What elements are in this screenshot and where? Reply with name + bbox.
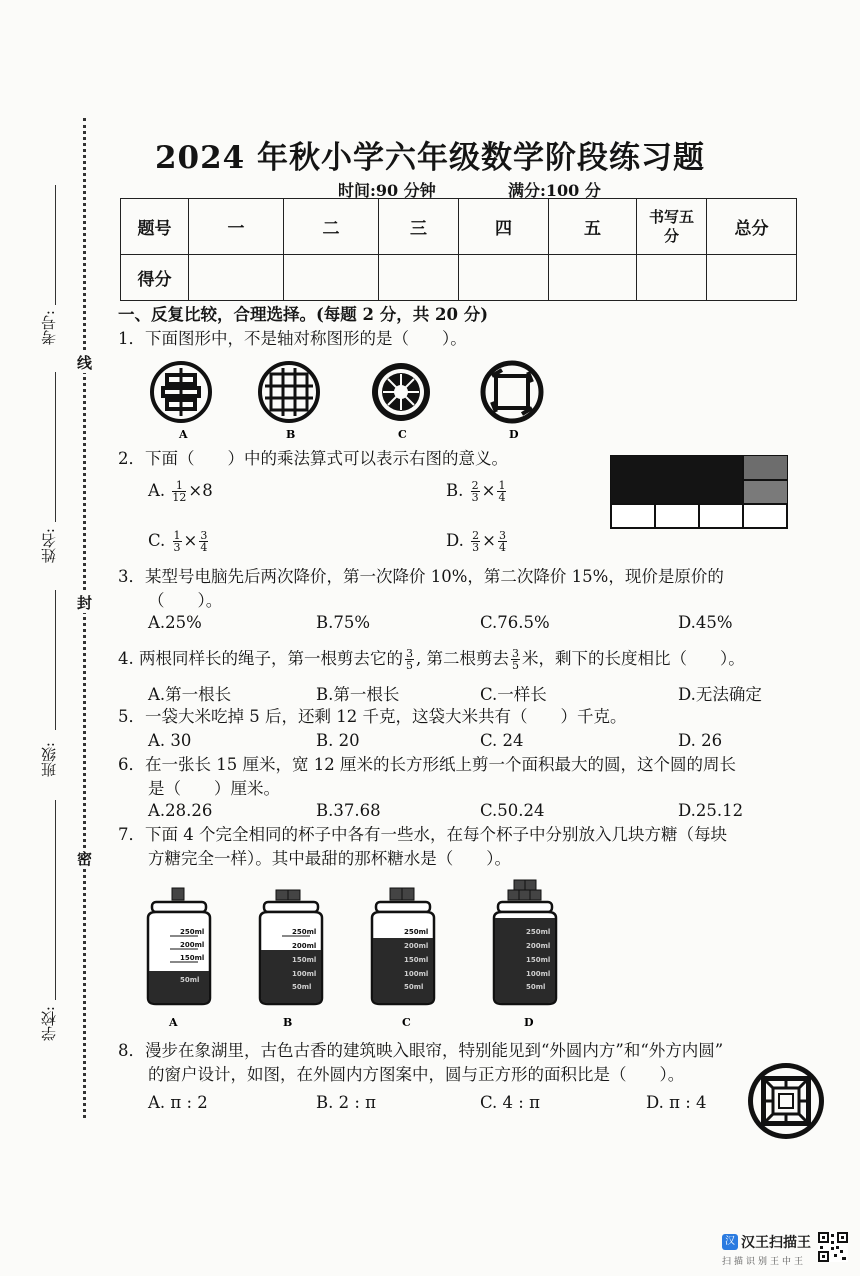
svg-text:50ml: 50ml (292, 983, 312, 991)
svg-text:150ml: 150ml (404, 956, 429, 964)
svg-text:150ml: 150ml (180, 954, 205, 962)
xingming-label: 姓名: (40, 528, 58, 564)
table-header: 总分 (707, 199, 797, 255)
q6-option-b[interactable]: B.37.68 (316, 801, 381, 820)
fraction: $\frac{1}{3}$ (173, 529, 181, 554)
q2-option-b[interactable]: B. $\frac{2}{3}$ × $\frac{1}{4}$ (446, 479, 506, 504)
option-letter: D. (446, 531, 464, 550)
question-3-line1: 3．某型号电脑先后两次降价，第一次降价 10%，第二次降价 15%，现价是原价的 (118, 567, 724, 586)
fraction: $\frac{3}{4}$ (200, 529, 208, 554)
fraction: $\frac{2}{3}$ (472, 529, 480, 554)
q6-option-d[interactable]: D.25.12 (678, 801, 744, 820)
scanner-logo-icon: 汉 (722, 1234, 738, 1250)
q4-option-a[interactable]: A.第一根长 (148, 685, 232, 704)
q3-option-c[interactable]: C.76.5% (480, 613, 550, 632)
seal-mi: 密 (77, 850, 93, 868)
q5-option-b[interactable]: B. 20 (316, 731, 360, 750)
score-cell[interactable] (637, 255, 707, 301)
question-6-line2: 是（ ）厘米。 (148, 779, 280, 798)
score-cell[interactable] (379, 255, 459, 301)
q1-figures (150, 360, 550, 442)
q4-option-c[interactable]: C.一样长 (480, 685, 547, 704)
option-letter: A. (148, 481, 166, 500)
option-letter: C. (148, 531, 166, 550)
table-header: 题号 (121, 199, 189, 255)
svg-text:250ml: 250ml (180, 928, 205, 936)
q8-option-a[interactable]: A. π : 2 (148, 1093, 208, 1112)
q8-option-d[interactable]: D. π : 4 (646, 1093, 707, 1112)
q5-option-d[interactable]: D. 26 (678, 731, 723, 750)
table-row-label: 得分 (121, 255, 189, 301)
full-score: 满分:100 分 (508, 181, 601, 200)
q7-letter-c: C (402, 1016, 411, 1029)
score-cell[interactable] (707, 255, 797, 301)
q4-option-b[interactable]: B.第一根长 (316, 685, 400, 704)
banji-label: 班级: (40, 742, 58, 778)
score-cell[interactable] (459, 255, 549, 301)
table-header: 四 (459, 199, 549, 255)
question-6-line1: 6．在一张长 15 厘米，宽 12 厘米的长方形纸上剪一个面积最大的圆，这个圆的周长 (118, 755, 736, 774)
table-header: 五 (549, 199, 637, 255)
q6-option-c[interactable]: C.50.24 (480, 801, 545, 820)
seal-xian: 线 (77, 354, 93, 372)
q2-option-c[interactable]: C. $\frac{1}{3}$ × $\frac{3}{4}$ (148, 529, 208, 554)
svg-text:50ml: 50ml (180, 976, 200, 984)
svg-text:250ml: 250ml (404, 928, 429, 936)
pattern-b-icon (260, 363, 318, 421)
window-pattern-icon (745, 1060, 827, 1142)
option-letter: B. (446, 481, 464, 500)
q1-letter-d: D (509, 428, 519, 441)
table-header: 二 (284, 199, 379, 255)
q1-letter-c: C (398, 428, 407, 441)
svg-text:150ml: 150ml (526, 956, 551, 964)
question-7-line2: 方糖完全一样）。其中最甜的那杯糖水是（ ）。 (148, 849, 511, 868)
q4-option-d[interactable]: D.无法确定 (678, 685, 762, 704)
q7-letter-b: B (283, 1016, 293, 1029)
kaohao-label: 考号: (40, 310, 58, 346)
q3-option-a[interactable]: A.25% (148, 613, 202, 632)
xuexiao-label: 学校: (40, 1006, 58, 1042)
fraction: $\frac{1}{4}$ (498, 479, 506, 504)
fraction: $\frac{3}{5}$ (406, 647, 413, 672)
table-header: 书写五分 (637, 199, 707, 255)
xuexiao-line (55, 800, 56, 1000)
q7-letter-d: D (524, 1016, 534, 1029)
svg-text:200ml: 200ml (526, 942, 551, 950)
question-1: 1．下面图形中，不是轴对称图形的是（ ）。 (118, 329, 467, 348)
question-8-line2: 的窗户设计，如图，在外圆内方图案中，圆与正方形的面积比是（ ）。 (148, 1065, 685, 1084)
svg-text:50ml: 50ml (404, 983, 424, 991)
q5-option-a[interactable]: A. 30 (148, 731, 192, 750)
svg-text:100ml: 100ml (526, 970, 551, 978)
pattern-c-icon (372, 363, 430, 421)
score-cell[interactable] (284, 255, 379, 301)
pattern-d-icon (483, 363, 541, 421)
q3-option-b[interactable]: B.75% (316, 613, 371, 632)
q5-option-c[interactable]: C. 24 (480, 731, 524, 750)
q8-option-c[interactable]: C. 4 : π (480, 1093, 540, 1112)
svg-text:250ml: 250ml (526, 928, 551, 936)
brand-name: 汉王扫描王 (741, 1235, 811, 1251)
fraction: $\frac{2}{3}$ (471, 479, 479, 504)
svg-text:150ml: 150ml (292, 956, 317, 964)
scanner-watermark (722, 1232, 811, 1267)
q2-option-a[interactable]: A. $\frac{1}{12}$ ×8 (148, 479, 213, 504)
binding-dotted-line (83, 118, 86, 1118)
fraction: $\frac{3}{4}$ (498, 529, 506, 554)
brand-tagline: 扫描识别王中王 (722, 1257, 807, 1267)
xingming-line (55, 372, 56, 522)
svg-text:200ml: 200ml (404, 942, 429, 950)
svg-text:200ml: 200ml (292, 942, 317, 950)
svg-text:200ml: 200ml (180, 941, 205, 949)
kaohao-line (55, 185, 56, 305)
q7-letter-a: A (169, 1016, 178, 1029)
q8-option-b[interactable]: B. 2 : π (316, 1093, 377, 1112)
question-4: 4. 两根同样长的绳子，第一根剪去它的 $\frac{3}{5}$ , 第二根剪去 $\frac{3}{5}$ 米，剩下的长度相比（ ）。 (118, 647, 745, 672)
table-header: 三 (379, 199, 459, 255)
score-table (120, 198, 797, 301)
q1-letter-a: A (179, 428, 188, 441)
fraction: $\frac{3}{5}$ (512, 647, 519, 672)
question-2: 2．下面（ ）中的乘法算式可以表示右图的意义。 (118, 449, 508, 468)
section-heading: 一、反复比较，合理选择。(每题 2 分，共 20 分) (118, 305, 489, 324)
q2-option-d[interactable]: D. $\frac{2}{3}$ × $\frac{3}{4}$ (446, 529, 506, 554)
table-header: 一 (189, 199, 284, 255)
q6-option-a[interactable]: A.28.26 (148, 801, 213, 820)
q2-grid-figure (610, 455, 790, 531)
svg-text:250ml: 250ml (292, 928, 317, 936)
pattern-a-icon (152, 363, 210, 421)
score-cell[interactable] (549, 255, 637, 301)
banji-line (55, 590, 56, 730)
question-5: 5．一袋大米吃掉 5 后，还剩 12 千克，这袋大米共有（ ）千克。 (118, 707, 627, 726)
qr-code-icon[interactable] (818, 1232, 848, 1262)
question-7-line1: 7．下面 4 个完全相同的杯子中各有一些水，在每个杯子中分别放入几块方糖（每块 (118, 825, 727, 844)
page-title: 2024 年秋小学六年级数学阶段练习题 (154, 140, 706, 176)
svg-text:100ml: 100ml (404, 970, 429, 978)
svg-text:50ml: 50ml (526, 983, 546, 991)
time-limit: 时间:90 分钟 (338, 181, 436, 200)
fraction: $\frac{1}{12}$ (172, 479, 187, 504)
score-cell[interactable] (189, 255, 284, 301)
q7-jars-figure (140, 876, 580, 1034)
question-8-line1: 8．漫步在象湖里，古色古香的建筑映入眼帘，特别能见到“外圆内方”和“外方内圆” (118, 1041, 724, 1060)
q1-letter-b: B (286, 428, 296, 441)
seal-feng: 封 (77, 594, 93, 612)
q3-option-d[interactable]: D.45% (678, 613, 733, 632)
question-3-line2: （ ）。 (148, 591, 223, 610)
svg-text:100ml: 100ml (292, 970, 317, 978)
